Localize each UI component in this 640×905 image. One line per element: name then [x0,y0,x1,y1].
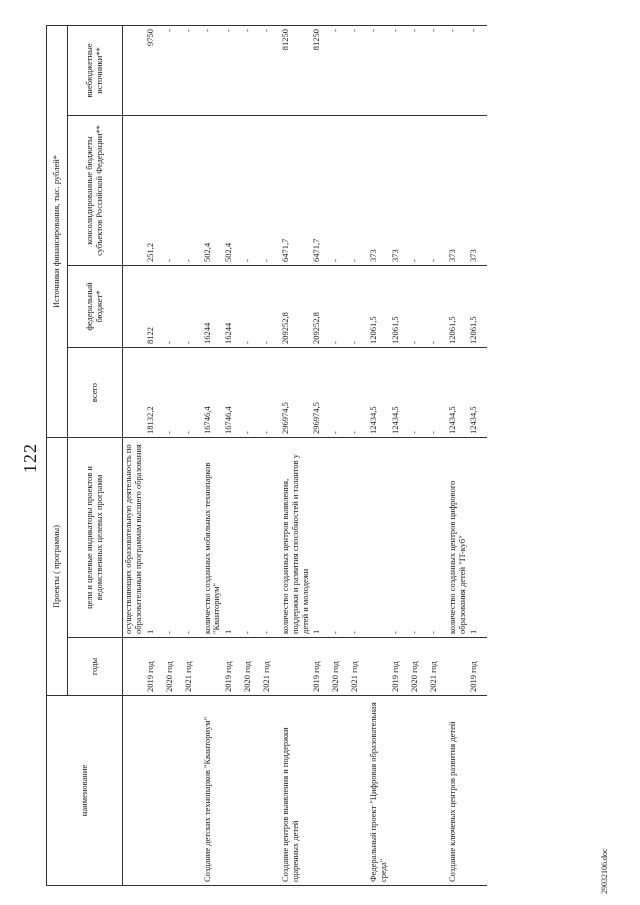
cell-total: 16746,4 [223,348,242,438]
cell-regional: 373 [368,116,390,266]
cell-name [145,696,164,886]
table-row [183,26,202,886]
cell-name: Федеральный проект "Цифровая образовательная среда" [368,696,390,886]
cell-federal: - [330,266,349,348]
cell-total: 12434,5 [368,348,390,438]
cell-total: - [409,348,428,438]
cell-goal: 1 [145,438,164,638]
cell-year: 2020 год [164,638,183,696]
cell-total: 16746,4 [202,348,224,438]
cell-extra: 81250 [280,26,311,116]
table-row [223,26,242,886]
cell-year [123,638,145,696]
table-row [468,26,487,886]
cell-goal: - [349,438,368,638]
cell-regional: 502,4 [223,116,242,266]
cell-federal: - [349,266,368,348]
cell-regional: 6471,7 [311,116,330,266]
cell-name [164,696,183,886]
cell-regional: - [164,116,183,266]
cell-federal: - [409,266,428,348]
header-funding-group: Источники финансирования, тыс. рублей* [47,26,68,438]
table-row [390,26,409,886]
cell-regional: - [183,116,202,266]
cell-regional: 251,2 [145,116,164,266]
cell-name [311,696,330,886]
cell-goal: 1 [223,438,242,638]
header-total: всего [68,348,123,438]
cell-total: - [242,348,261,438]
cell-total: - [261,348,280,438]
cell-goal: - [330,438,349,638]
cell-name [330,696,349,886]
cell-total [123,348,145,438]
cell-year [202,638,224,696]
cell-extra: - [202,26,224,116]
header-extra: внебюджетные источники** [68,26,123,116]
table-row [164,26,183,886]
table-row [330,26,349,886]
cell-extra: - [390,26,409,116]
cell-regional: - [261,116,280,266]
cell-extra: 9750 [145,26,164,116]
cell-federal: - [428,266,447,348]
cell-goal: - [390,438,409,638]
cell-total: 12434,5 [390,348,409,438]
cell-name [123,696,145,886]
cell-total: 18132,2 [145,348,164,438]
cell-year [280,638,311,696]
cell-regional: 373 [447,116,469,266]
cell-total: 12434,5 [447,348,469,438]
table-row [311,26,330,886]
cell-goal: количество созданных центров цифрового образования детей "IT-куб" [447,438,469,638]
cell-extra: - [368,26,390,116]
table-body [123,26,488,886]
cell-year: 2019 год [390,638,409,696]
cell-total: - [183,348,202,438]
cell-extra: - [330,26,349,116]
cell-extra: - [261,26,280,116]
cell-extra: - [409,26,428,116]
cell-extra: - [349,26,368,116]
cell-federal: 12061,5 [468,266,487,348]
document-filename: 29032106.doc [600,848,609,894]
cell-name [468,696,487,886]
cell-name [428,696,447,886]
cell-goal: - [242,438,261,638]
cell-year: 2019 год [311,638,330,696]
cell-regional: 373 [390,116,409,266]
cell-year: 2021 год [261,638,280,696]
table-row [428,26,447,886]
cell-extra [123,26,145,116]
cell-regional: 373 [468,116,487,266]
table-row [368,26,390,886]
cell-federal: - [164,266,183,348]
cell-regional: - [409,116,428,266]
cell-regional [123,116,145,266]
table-row [261,26,280,886]
cell-federal: - [183,266,202,348]
table-row [202,26,224,886]
cell-total: - [164,348,183,438]
cell-name: Создание детских технопарков "Кванториум" [202,696,224,886]
cell-extra: 81250 [311,26,330,116]
header-name: наименование [47,696,123,886]
cell-total: 12434,5 [468,348,487,438]
cell-name [183,696,202,886]
cell-extra: - [183,26,202,116]
cell-goal: количество созданных центров выявления, поддержки и развития способностей и талантов у детей и молодежи [280,438,311,638]
cell-regional: - [330,116,349,266]
cell-year: 2020 год [409,638,428,696]
cell-total: - [330,348,349,438]
cell-extra: - [164,26,183,116]
cell-goal: 1 [311,438,330,638]
cell-federal: 209252,8 [280,266,311,348]
cell-year: 2020 год [330,638,349,696]
cell-year: 2021 год [428,638,447,696]
cell-federal [123,266,145,348]
cell-year: 2021 год [183,638,202,696]
cell-federal: 12061,5 [447,266,469,348]
cell-goal: - [164,438,183,638]
cell-name [409,696,428,886]
cell-name [349,696,368,886]
cell-year [368,638,390,696]
cell-year: 2021 год [349,638,368,696]
cell-extra: - [447,26,469,116]
rotated-content [14,18,624,898]
cell-name: Создание центров выявления и поддержки одаренных детей [280,696,311,886]
header-projects-group: Проекты ( программы) [47,438,68,696]
cell-year: 2019 год [223,638,242,696]
cell-federal: 12061,5 [368,266,390,348]
cell-year: 2020 год [242,638,261,696]
cell-federal: 12061,5 [390,266,409,348]
cell-name: Создание ключевых центров развития детей [447,696,469,886]
cell-name [242,696,261,886]
cell-extra: - [468,26,487,116]
cell-extra: - [223,26,242,116]
cell-total: 296974,5 [311,348,330,438]
cell-year: 2019 год [145,638,164,696]
cell-regional: - [242,116,261,266]
table-row [280,26,311,886]
cell-regional: 502,4 [202,116,224,266]
cell-year: 2019 год [468,638,487,696]
cell-federal: 8122 [145,266,164,348]
cell-total: 296974,5 [280,348,311,438]
cell-year [447,638,469,696]
cell-federal: - [261,266,280,348]
cell-total: - [428,348,447,438]
page-number: 122 [20,443,40,473]
header-goals: цели и целевые индикаторы проектов и ведомственных целевых программ [68,438,123,638]
cell-federal: 16244 [223,266,242,348]
cell-goal: - [409,438,428,638]
cell-extra: - [242,26,261,116]
funding-table [46,25,487,886]
cell-goal: 1 [468,438,487,638]
cell-regional: - [349,116,368,266]
cell-federal: 16244 [202,266,224,348]
cell-federal: 209252,8 [311,266,330,348]
cell-goal: - [428,438,447,638]
cell-regional: - [428,116,447,266]
table-row [447,26,469,886]
header-federal: федеральный бюджет* [68,266,123,348]
cell-name [390,696,409,886]
cell-goal [368,438,390,638]
cell-goal: - [183,438,202,638]
table-row [145,26,164,886]
cell-goal: осуществляющих образовательную деятельность по образовательным программам высшего образования [123,438,145,638]
cell-extra: - [428,26,447,116]
cell-total: - [349,348,368,438]
cell-regional: 6471,7 [280,116,311,266]
header-years: годы [68,638,123,696]
table-row [409,26,428,886]
cell-goal: - [261,438,280,638]
table-row [123,26,145,886]
table-row [349,26,368,886]
cell-goal: количество созданных мобильных технопарков "Кванториум" [202,438,224,638]
cell-name [261,696,280,886]
table-row [242,26,261,886]
cell-federal: - [242,266,261,348]
header-regional: консолидированные бюджеты субъектов Российской Федерации** [68,116,123,266]
cell-name [223,696,242,886]
